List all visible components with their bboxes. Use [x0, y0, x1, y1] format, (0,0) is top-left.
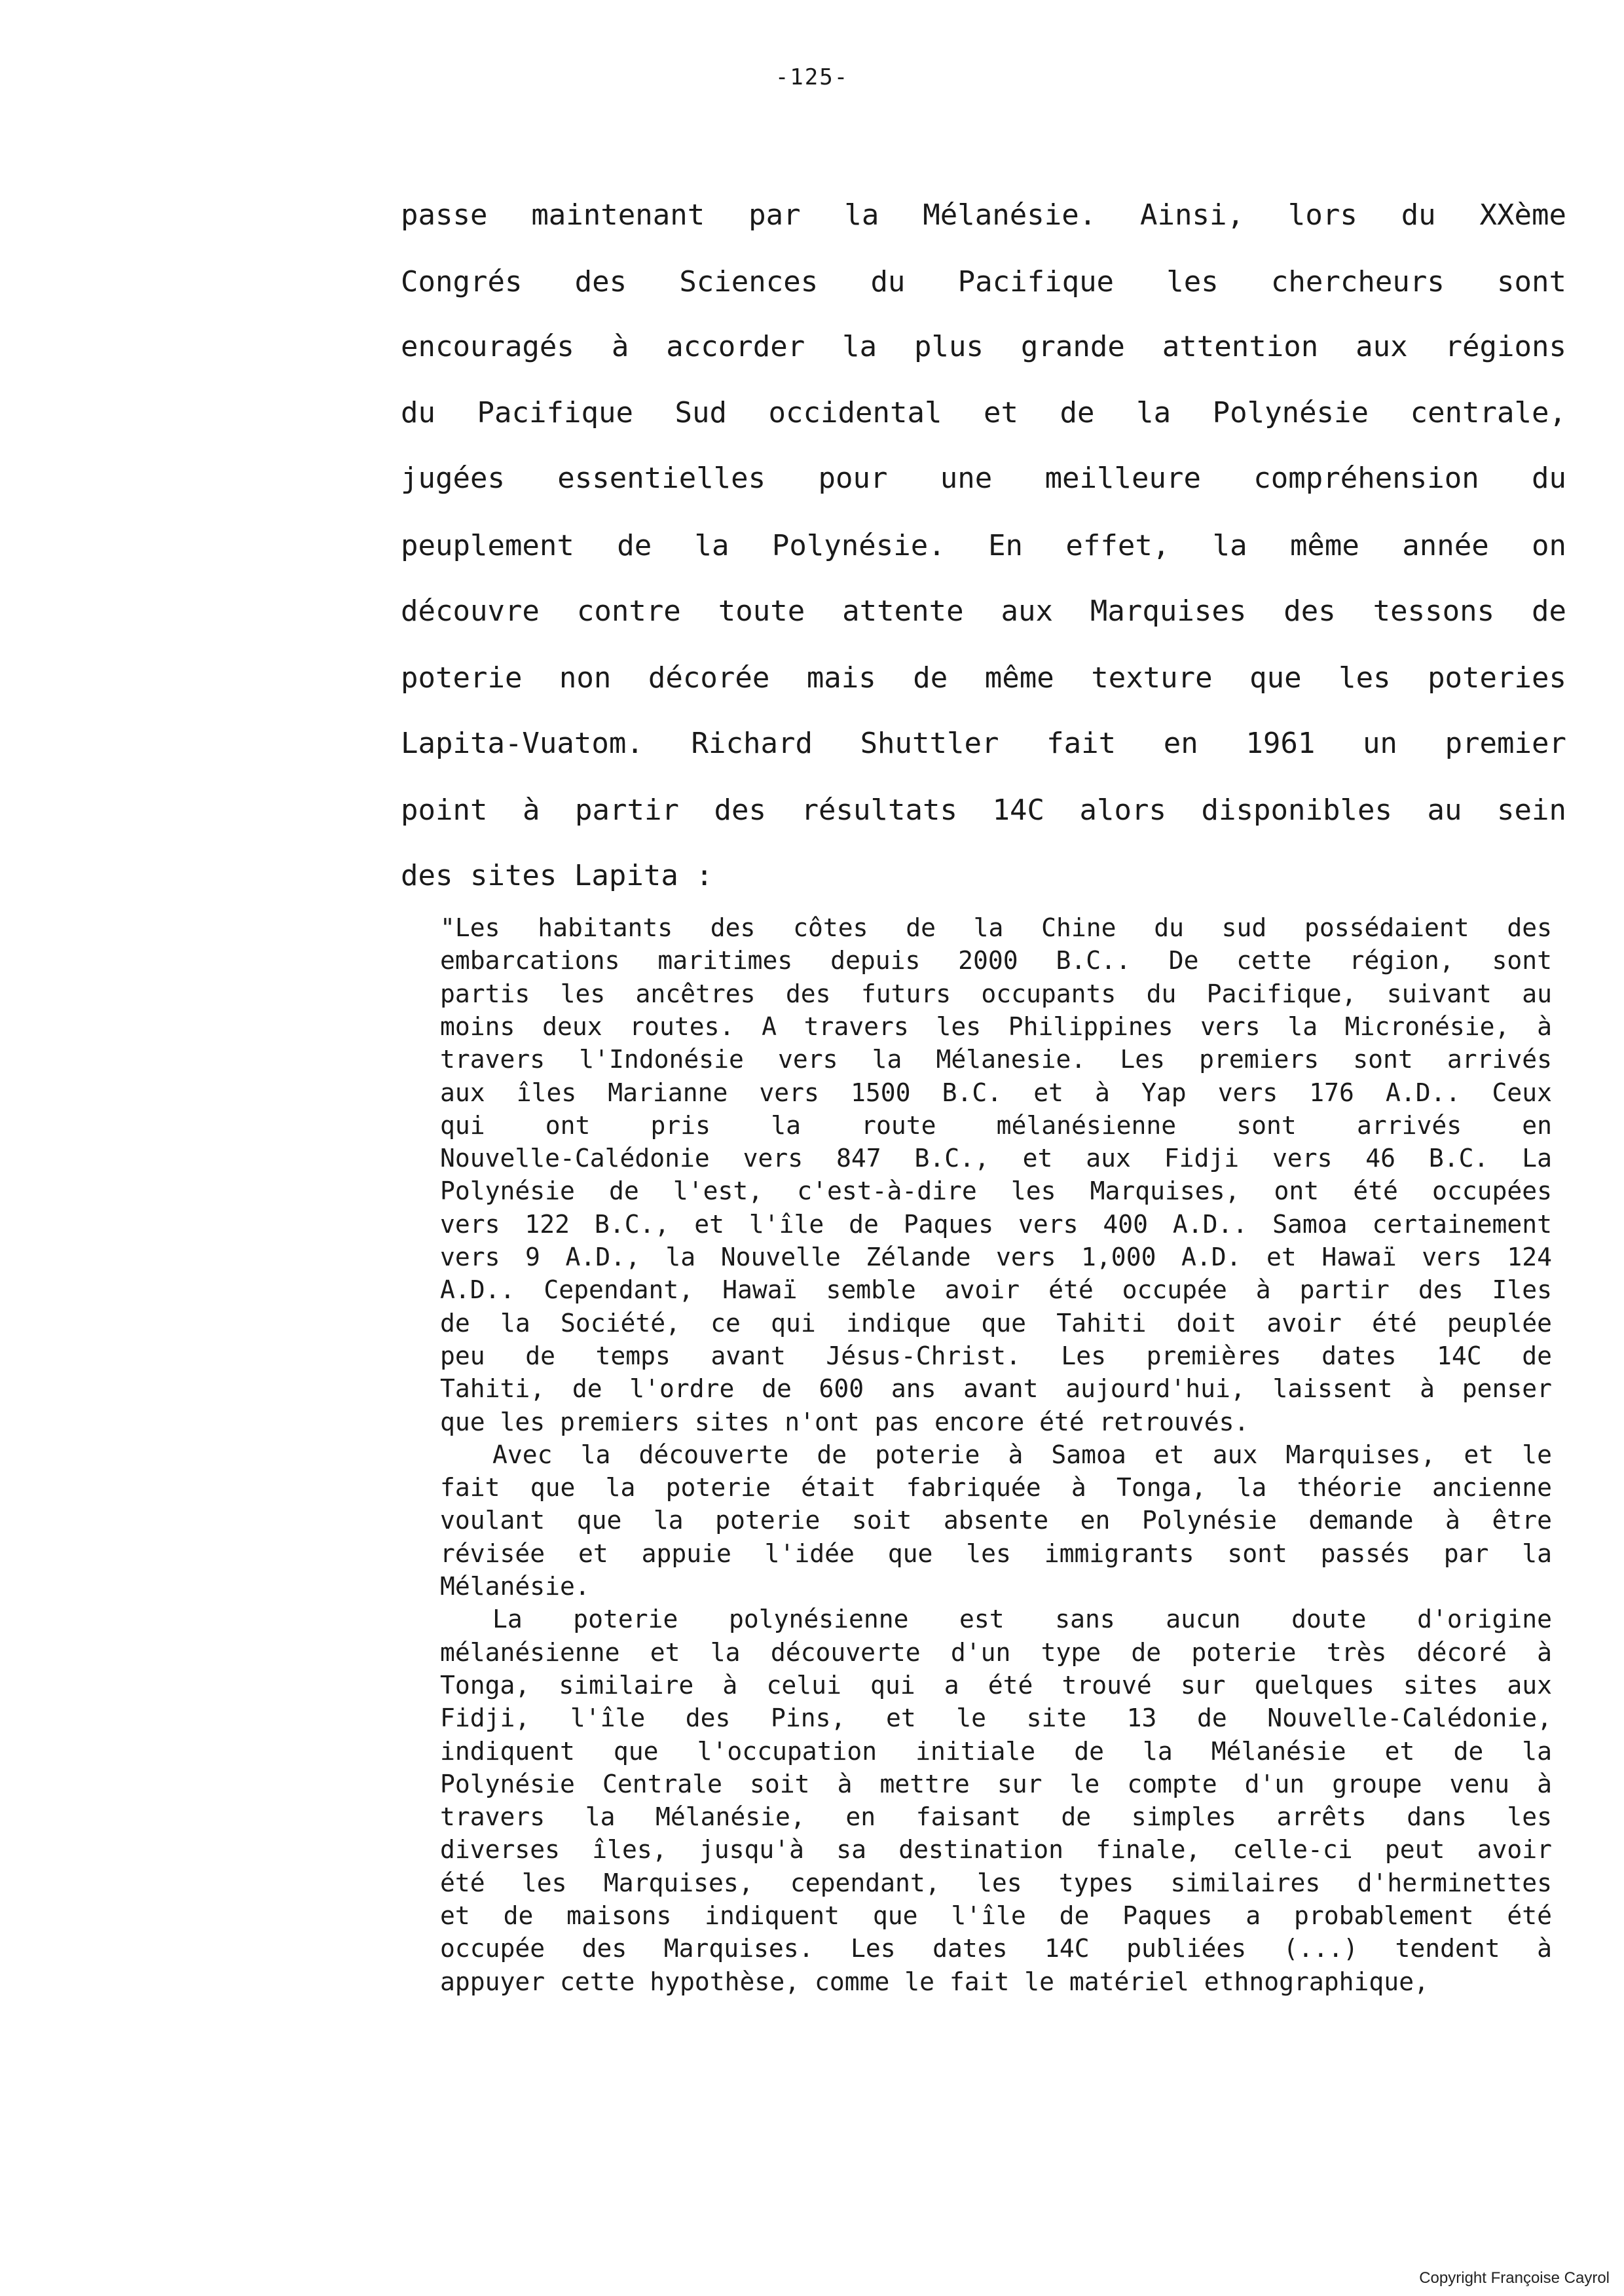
quote-line: indiquent que l'occupation initiale de la Mélanésie et de la	[440, 1737, 1552, 1766]
body-line: du Pacifique Sud occidental et de la Polynésie centrale,	[401, 396, 1566, 429]
quote-line: aux îles Marianne vers 1500 B.C. et à Yap vers 176 A.D.. Ceux	[440, 1078, 1552, 1107]
body-line: Lapita-Vuatom. Richard Shuttler fait en 1961 un premier	[401, 727, 1566, 760]
body-line: Congrés des Sciences du Pacifique les chercheurs sont	[401, 265, 1566, 299]
quote-line: mélanésienne et la découverte d'un type de poterie très décoré à	[440, 1638, 1552, 1667]
quote-line: travers l'Indonésie vers la Mélanesie. Les premiers sont arrivés	[440, 1045, 1552, 1074]
body-line: passe maintenant par la Mélanésie. Ainsi, lors du XXème	[401, 198, 1566, 232]
body-line: découvre contre toute attente aux Marquises des tessons de	[401, 594, 1566, 628]
body-line: encouragés à accorder la plus grande attention aux régions	[401, 330, 1566, 363]
quote-line: voulant que la poterie soit absente en Polynésie demande à être	[440, 1506, 1552, 1535]
body-line: jugées essentielles pour une meilleure compréhension du	[401, 462, 1566, 495]
quote-line: occupée des Marquises. Les dates 14C publiées (...) tendent à	[440, 1934, 1552, 1963]
quote-line: diverses îles, jusqu'à sa destination finale, celle-ci peut avoir	[440, 1835, 1552, 1864]
quote-line: vers 9 A.D., la Nouvelle Zélande vers 1,000 A.D. et Hawaï vers 124	[440, 1243, 1552, 1271]
quote-line: La poterie polynésienne est sans aucun doute d'origine	[492, 1605, 1552, 1633]
quote-line: révisée et appuie l'idée que les immigrants sont passés par la	[440, 1539, 1552, 1568]
body-line: point à partir des résultats 14C alors disponibles au sein	[401, 793, 1566, 827]
quote-line: Polynésie Centrale soit à mettre sur le compte d'un groupe venu à	[440, 1770, 1552, 1798]
body-line: peuplement de la Polynésie. En effet, la même année on	[401, 529, 1566, 562]
quote-line: fait que la poterie était fabriquée à Tonga, la théorie ancienne	[440, 1473, 1552, 1502]
quote-line: peu de temps avant Jésus-Christ. Les premières dates 14C de	[440, 1341, 1552, 1370]
body-line: poterie non décorée mais de même texture que les poteries	[401, 661, 1566, 695]
quote-line: Avec la découverte de poterie à Samoa et aux Marquises, et le	[492, 1440, 1552, 1469]
quote-line: Polynésie de l'est, c'est-à-dire les Marquises, ont été occupées	[440, 1176, 1552, 1205]
quote-line: Fidji, l'île des Pins, et le site 13 de Nouvelle-Calédonie,	[440, 1704, 1552, 1732]
quote-line: que les premiers sites n'ont pas encore été retrouvés.	[440, 1408, 1249, 1436]
quote-line: et de maisons indiquent que l'île de Paques a probablement été	[440, 1901, 1552, 1930]
quote-line: été les Marquises, cependant, les types similaires d'herminettes	[440, 1868, 1552, 1897]
quote-line: appuyer cette hypothèse, comme le fait le matériel ethnographique,	[440, 1967, 1429, 1996]
quote-line: partis les ancêtres des futurs occupants du Pacifique, suivant au	[440, 979, 1552, 1008]
quote-line: vers 122 B.C., et l'île de Paques vers 400 A.D.. Samoa certainement	[440, 1210, 1552, 1239]
copyright-notice: Copyright Françoise Cayrol	[1419, 2269, 1610, 2287]
quote-line: qui ont pris la route mélanésienne sont arrivés en	[440, 1111, 1552, 1140]
quote-line: Nouvelle-Calédonie vers 847 B.C., et aux Fidji vers 46 B.C. La	[440, 1144, 1552, 1173]
quote-line: Mélanésie.	[440, 1572, 590, 1601]
quote-line: A.D.. Cependant, Hawaï semble avoir été occupée à partir des Iles	[440, 1275, 1552, 1304]
quote-line: Tonga, similaire à celui qui a été trouvé sur quelques sites aux	[440, 1671, 1552, 1700]
page-number: -125-	[775, 64, 849, 90]
quote-line: travers la Mélanésie, en faisant de simples arrêts dans les	[440, 1802, 1552, 1831]
quote-line: Tahiti, de l'ordre de 600 ans avant aujourd'hui, laissent à penser	[440, 1374, 1552, 1403]
body-line: des sites Lapita :	[401, 859, 713, 892]
quote-line: embarcations maritimes depuis 2000 B.C.. De cette région, sont	[440, 946, 1552, 975]
quote-line: moins deux routes. A travers les Philippines vers la Micronésie, à	[440, 1012, 1552, 1041]
quote-line: de la Société, ce qui indique que Tahiti doit avoir été peuplée	[440, 1309, 1552, 1338]
quote-line: "Les habitants des côtes de la Chine du sud possédaient des	[440, 913, 1552, 942]
